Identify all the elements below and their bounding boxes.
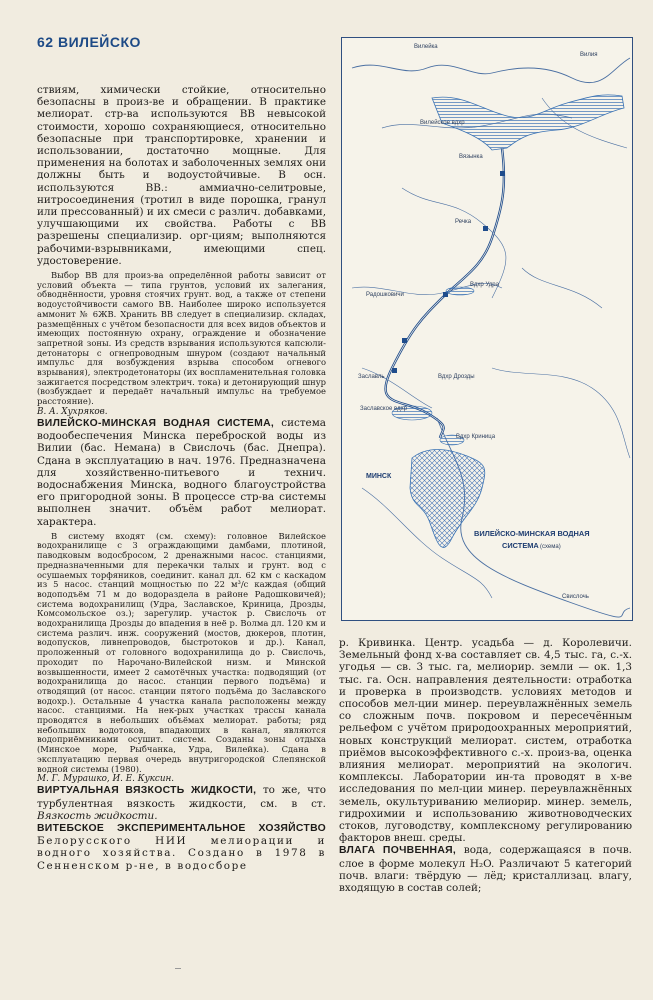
entry-vitebsk-farm xyxy=(37,822,326,872)
map-label-zaslav-res: Заславское вдхр xyxy=(360,406,407,412)
map-title-line-2: СИСТЕМА xyxy=(502,541,539,550)
page-number: 62 xyxy=(37,34,54,50)
small-paragraph-explosives: Выбор ВВ для произ-ва определённой работы зависит от условий объекта — типа грунтов, условий их залегания, обводнённости, уровня стоячих грунт. вод, а также от степени водоустойчивости самого ВВ. Наиболее широко используется аммонит № 6ЖВ. Хранить ВВ следует в специализир. складах, размещённых с учётом безопасности для всех видов объектов и имеющих постоянную охрану, ограждение и обозначение запретной зоны. Из средств взрывания используются капсюли-детонаторы с огнепроводным шнуром (создают начальный импульс для возбуждения взрыва способом огневого взрывания), электродетонаторы (их воспламенительная головка зажигается посредством электрич. тока) и детонирующий шнур (возбуждает и передаёт начальный импульс на требуемое расстояние). xyxy=(37,270,326,407)
map-label-minsk: МИНСК xyxy=(366,473,392,480)
map-label-vileika-res: Вилейское вдхр xyxy=(420,120,465,126)
entry-virtual-viscosity-text: то же, что турбулентная вязкость жидкости, см. в ст. xyxy=(37,784,326,810)
map-label-naroch: Вилия xyxy=(580,52,598,58)
headword-vileika-minsk: ВИЛЕЙСКО-МИНСКАЯ ВОДНАЯ СИСТЕМА, xyxy=(37,417,275,429)
author-khukhryakov: В. А. Хухряков. xyxy=(37,406,108,417)
map-label-riechka: Речка xyxy=(455,219,472,225)
cross-reference-viscosity[interactable]: Вязкость жидкости. xyxy=(37,809,158,822)
map-label-udra: Вдхр Удра xyxy=(470,282,499,288)
footer-mark xyxy=(175,968,181,969)
headword-soil-moisture: ВЛАГА ПОЧВЕННАЯ, xyxy=(339,845,457,857)
map-label-zaslavl: Заславль xyxy=(358,374,385,380)
map-label-vileika: Вилейка xyxy=(414,44,438,50)
page-header xyxy=(37,34,141,50)
vitebsk-continued: р. Кривинка. Центр. усадьба — д. Королевичи. Земельный фонд х-ва составляет св. 4,5 тыс. га, с.-х. угодья — св. 3 тыс. га, мелиорир. земли — ок. 1,3 тыс. га. Осн. направления деятельности: отработка и проверка в производств. условиях методов и способов мел-ции минер. переувлажнённых земель со сложным почв. покровом и пересечённым рельефом с учётом природоохранных мероприятий, новых конструкций мелиорат. систем, отработка приёмов высокоэффективного с.-х. произ-ва, оценка влияния мелиорат. мероприятий на экологич. комплексы. Лаборатории ин-та проводят в х-ве исследования по мел-ции минер. переувлажнённых земель, окультуриванию мелиорир. минер. земель, гидрохимии и использованию животноводческих стоков, луговодству, комплексному регулированию факторов внеш. среды. xyxy=(339,637,632,845)
entry-vileika-minsk xyxy=(37,417,326,528)
river-tributary-7 xyxy=(492,368,630,458)
map-title-line-1: ВИЛЕЙСКО-МИНСКАЯ ВОДНАЯ xyxy=(474,529,590,538)
small-paragraph-system: В систему входят (см. схему): головное Вилейское водохранилище с 3 ограждающими дамбами, плотиной, паводковым водосбросом, 2 дренажными насос. станциями, предназначенными для перекачки талых и грунт. вод с осушаемых торфяников, соединит. канал дл. 62 км с каскадом из 5 насос. станций мощностью по 22 м³/с каждая (общий водоподъём 71 м до водораздела в районе Радошковичей); система водохранилищ (Удра, Заславское, Криница, Дрозды, Комсомольское оз.); зарегулир. участок р. Свислочь от водохранилища Дрозды до впадения в неё р. Волма дл. 120 км и система различ. инж. сооружений (мостов, дюкеров, плотин, водопусков, ливнепроводов, быстротоков и др.). Канал, проложенный от головного водохранилища до р. Свислочь, проходит по Нарочано-Вилейской низм. и Минской возвышенности, имеет 2 самотёчных участка: подводящий (от водохранилища до насос. станции первого подъёма) и отводящий (от насос. станции пятого подъёма до Заславского водохр.). Остальные 4 участка канала расположены между насос. станциями. На нек-рых участках трассы канала проводятся в небольших объёмах мелиорат. работы; ряд небольших водотоков, впадающих в канал, являются водоприёмниками осушит. систем. Созданы зоны отдыха (Минское море, Рыбчанка, Удра, Вилейка). Сдана в эксплуатацию первая очередь внутригородской Слепянской водной системы (1980). xyxy=(37,530,326,774)
map-label-radoshkovichi: Радошковичи xyxy=(366,292,404,298)
scheme-map xyxy=(341,37,633,621)
map-label-svisloch: Свислочь xyxy=(562,594,589,600)
udra-reservoir xyxy=(446,287,474,295)
headword-vitebsk-farm: ВИТЕБСКОЕ ЭКСПЕРИМЕНТАЛЬНОЕ ХОЗЯЙСТВО xyxy=(37,822,326,834)
entry-soil-moisture xyxy=(339,844,632,894)
map-label-vyazynka: Вязынка xyxy=(459,154,483,160)
map-title-note: (схема) xyxy=(540,544,561,550)
scheme-map-drawing xyxy=(342,38,632,620)
left-column xyxy=(37,84,326,872)
river-tributary-5 xyxy=(522,268,602,308)
river-viliya xyxy=(352,58,630,83)
map-label-krinica: Вдхр Криница xyxy=(456,434,496,440)
entry-vitebsk-farm-text: Белорусского НИИ мелиорации и водного хозяйства. Создано в 1978 в Сенненском р-не, в водосборе xyxy=(37,835,326,872)
right-column xyxy=(339,637,632,894)
author-murashko-kuksin: М. Г. Мурашко, И. Е. Куксин. xyxy=(37,774,175,785)
map-label-drozdy: Вдхр Дрозды xyxy=(438,374,475,380)
continued-paragraph: ствиям, химически стойкие, относительно безопасны в произ-ве и обращении. В практике мелиорат. стр-ва используются ВВ невысокой стоимости, хорошо сохраняющиеся, относительно безопасные при транспортировке, хранении и использовании, достаточно мощные. Для применения на болотах и заболоченных землях они должны быть и водоустойчивые. В осн. используются ВВ.: аммиачно-селитровые, нитросоединения (тротил в виде порошка, гранул или прессованный) и их смеси с различ. добавками, улучшающими их свойства. Работы с ВВ разрешены специализир. орг-циям; выполняются рабочими-взрывниками, имеющими спец. удостоверение. xyxy=(37,84,326,267)
running-title: ВИЛЕЙСКО xyxy=(57,34,141,50)
river-svisloch xyxy=(437,418,630,617)
headword-virtual-viscosity: ВИРТУАЛЬНАЯ ВЯЗКОСТЬ ЖИДКОСТИ, xyxy=(37,785,257,797)
entry-virtual-viscosity xyxy=(37,784,326,822)
entry-soil-moisture-text: вода, содержащаяся в почв. слое в форме молекул H₂O. Различают 5 категорий почв. влаги: твёрдую — лёд; кристаллизац. влагу, входящую в состав солей; xyxy=(339,844,632,895)
entry-vileika-minsk-text: система водообеспечения Минска переброской воды из Вилии (бас. Немана) в Свислочь (бас. Днепра). Сдана в эксплуатацию в нач. 1976. Предназначена для хозяйственно-питьевого и технич. водоснабжения Минска, водного благоустройства его пригородной зоны. В процессе стр-ва системы выполнен значит. объём работ мелиорат. характера. xyxy=(37,416,326,528)
